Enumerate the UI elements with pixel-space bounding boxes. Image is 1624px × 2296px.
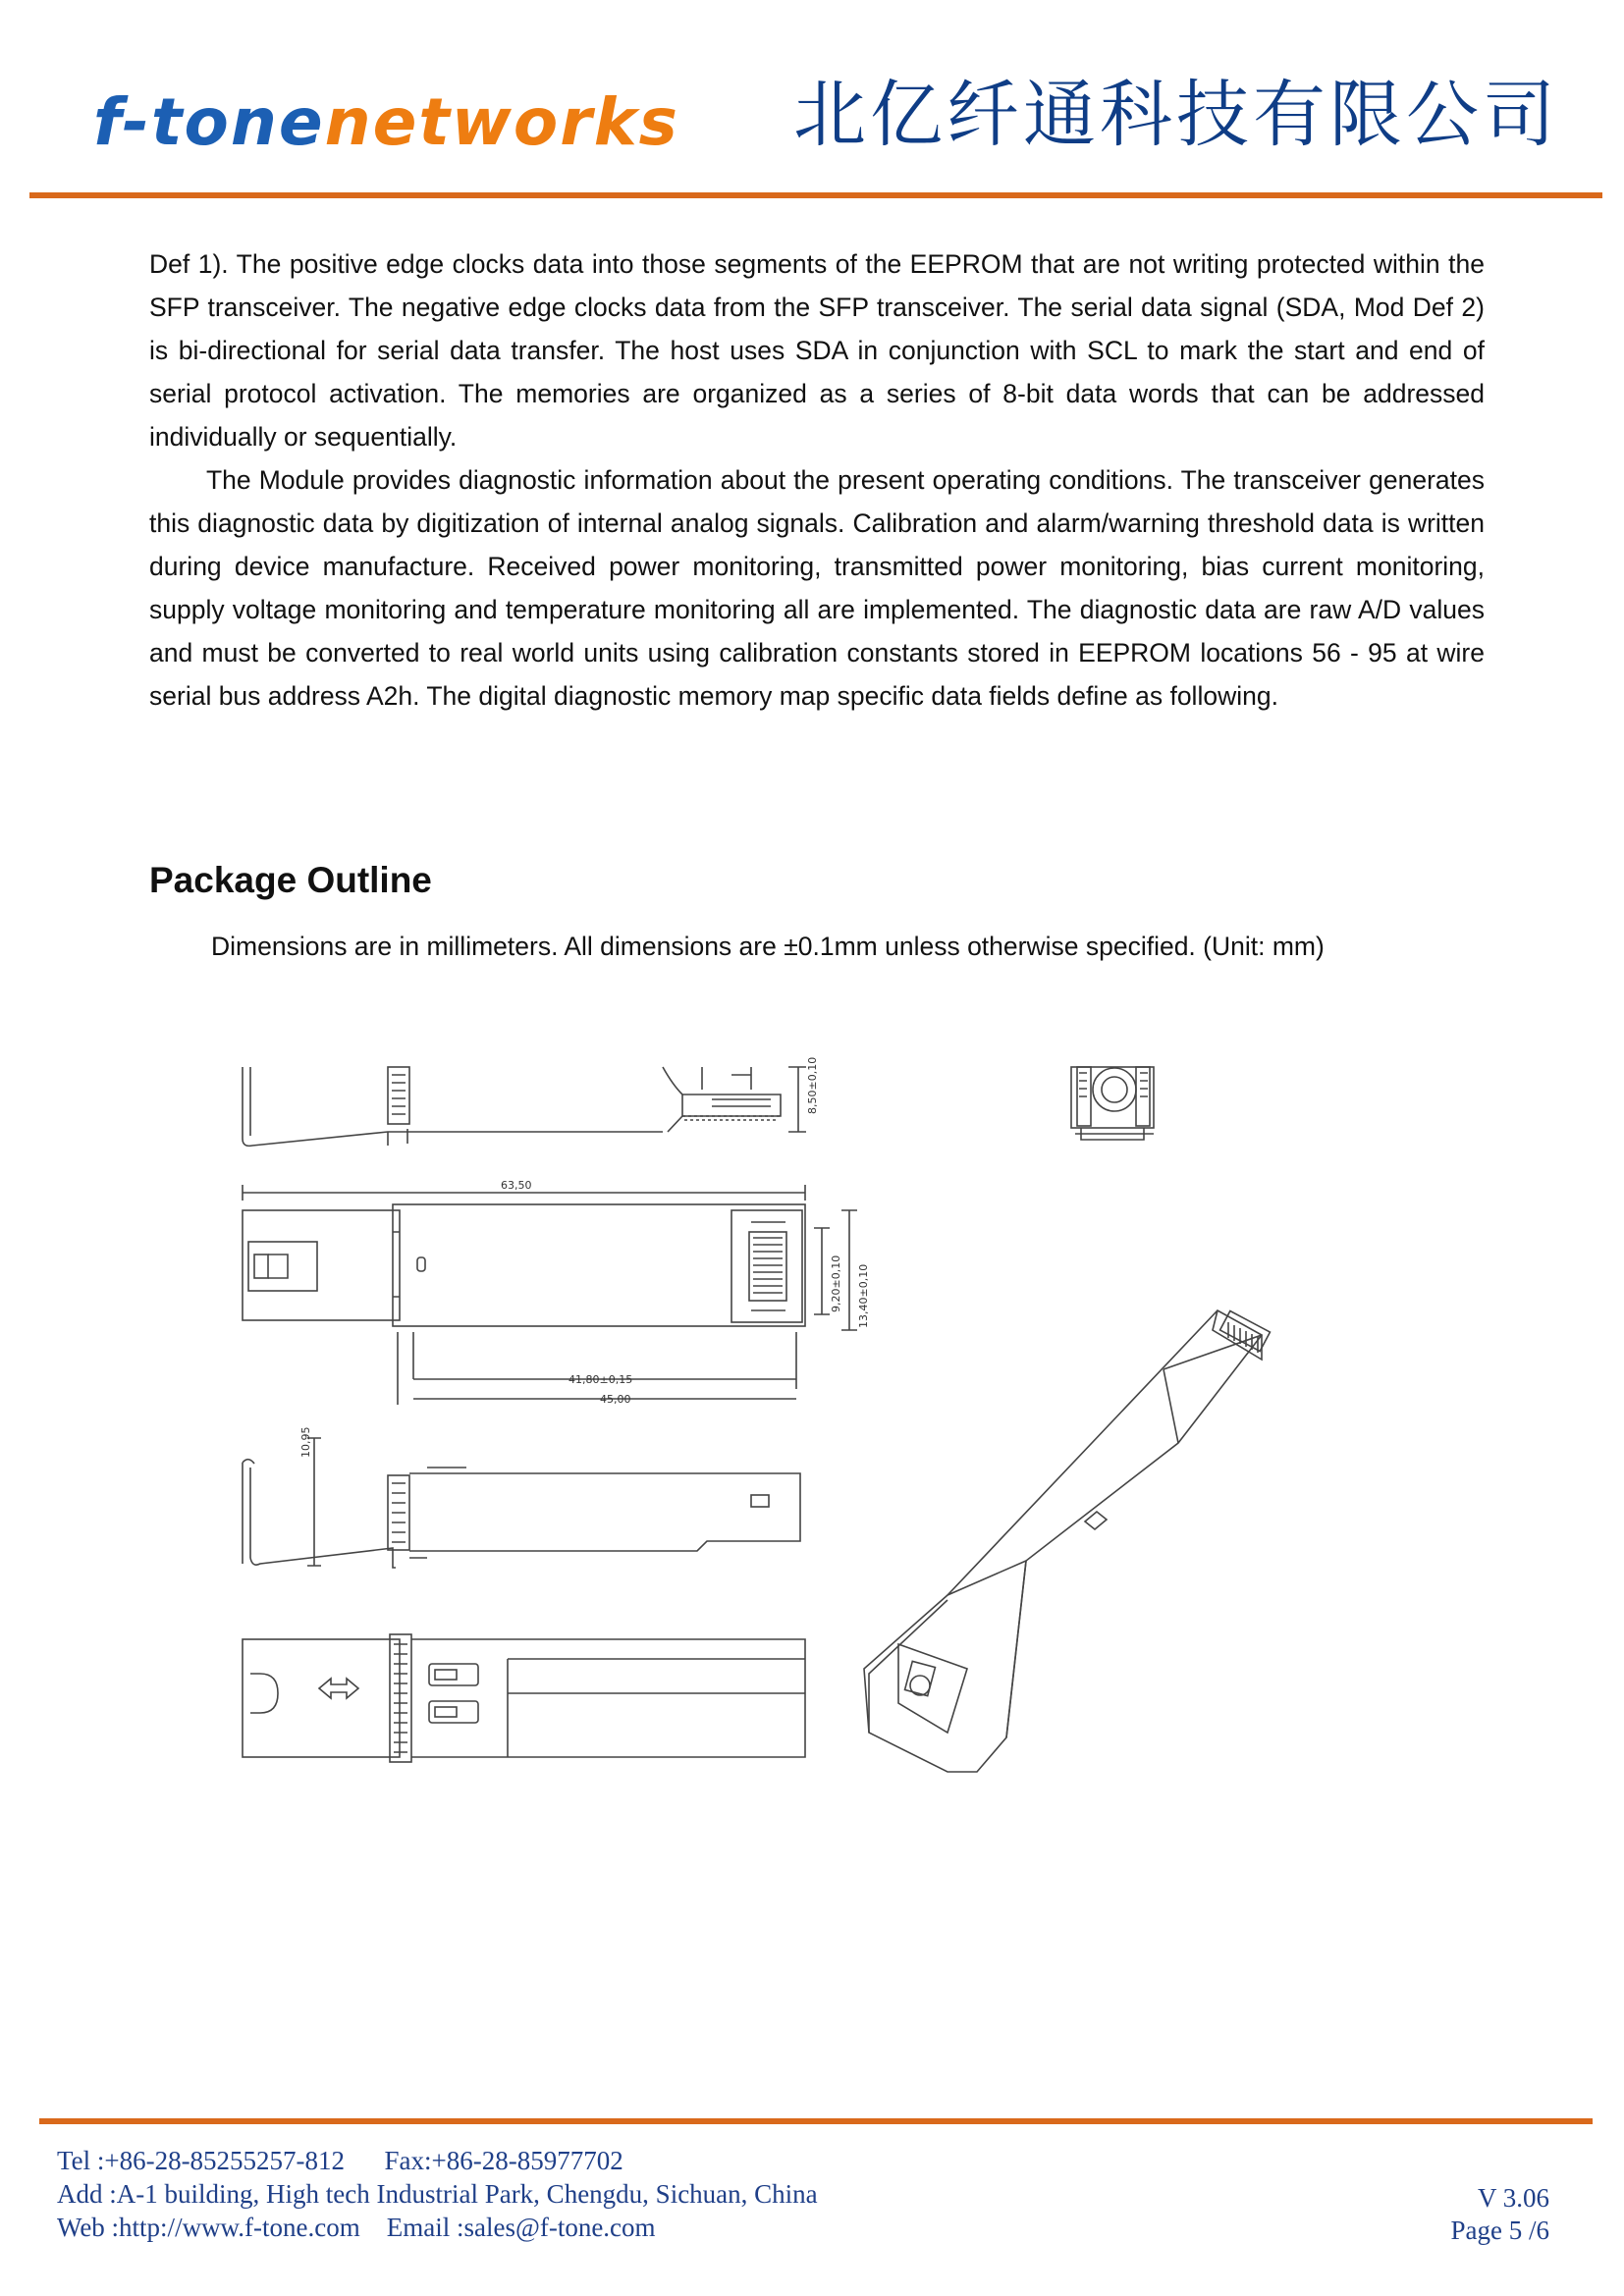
footer-tel-fax: Tel :+86-28-85255257-812 Fax:+86-28-85977702 (57, 2146, 623, 2175)
header-divider (29, 192, 1602, 198)
dim-length-b: 45,00 (600, 1393, 631, 1406)
dim-outer-width: 13,40±0,10 (857, 1263, 870, 1328)
isometric-view (864, 1310, 1270, 1772)
bottom-view (243, 1634, 805, 1762)
footer-web-email: Web :http://www.f-tone.com Email :sales@f-tone.com (57, 2213, 656, 2242)
dim-side-height: 10,95 (299, 1426, 312, 1458)
footer-address: Add :A-1 building, High tech Industrial Park, Chengdu, Sichuan, China (57, 2179, 818, 2209)
logo-text-part2: networks (324, 84, 679, 160)
dimensions-note: Dimensions are in millimeters. All dimensions are ±0.1mm unless otherwise specified. (Unit: mm) (211, 932, 1325, 961)
package-outline-drawing (221, 1045, 1429, 1791)
top-view-with-dimensions (243, 1179, 870, 1406)
document-version: V 3.06 (1477, 2183, 1549, 2213)
dim-total-length: 63,50 (501, 1179, 532, 1192)
dim-length-a: 41,80±0,15 (568, 1373, 633, 1386)
front-end-view (1071, 1067, 1154, 1140)
dim-height-top: 8,50±0,10 (806, 1056, 819, 1114)
company-name-chinese: 北亿纤通科技有限公司 (793, 73, 1559, 157)
paragraph-serial-interface: Def 1). The positive edge clocks data into those segments of the EEPROM that are not writing protected within the SFP transceiver. The negative edge clocks data from the SFP transceiver. The serial data signal (SDA, Mod Def 2) is bi-directional for serial data transfer. The host uses SDA in conjunction with SCL to mark the start and end of serial protocol activation. The memories are organized as a series of 8-bit data words that can be addressed individually or sequentially. (149, 249, 1485, 452)
company-logo (93, 84, 679, 160)
side-view (243, 1427, 800, 1569)
paragraph-diagnostics: The Module provides diagnostic information about the present operating conditions. The transceiver generates this diagnostic data by digitization of internal analog signals. Calibration and alarm/warning threshold data is written during device manufacture. Received power monitoring, transmitted power monitoring, bias current monitoring, supply voltage monitoring and temperature monitoring all are implemented. The diagnostic data are raw A/D values and must be converted to real world units using calibration constants stored in EEPROM locations 56 - 95 at wire serial bus address A2h. The digital diagnostic memory map specific data fields define as following. (149, 465, 1485, 711)
section-title: Package Outline (149, 860, 432, 900)
side-profile-view-top (243, 1057, 819, 1147)
page-number: Page 5 /6 (1450, 2216, 1549, 2245)
footer-divider (39, 2118, 1593, 2124)
logo-text-part1: f-tone (93, 84, 325, 160)
dim-inner-width: 9,20±0,10 (830, 1255, 842, 1312)
